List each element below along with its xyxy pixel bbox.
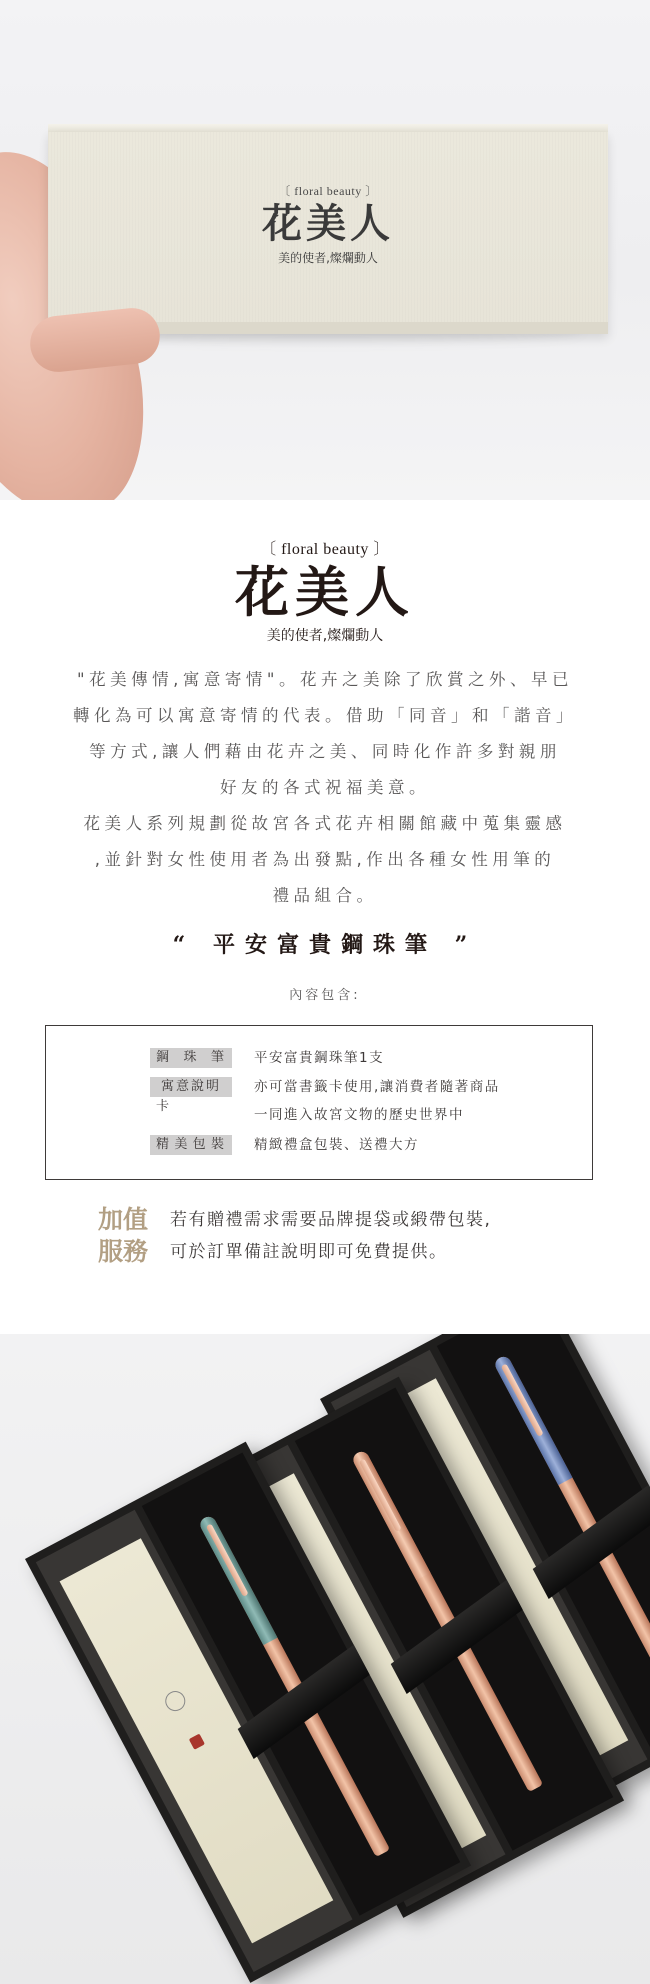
contents-label: 內容包含: [289,988,361,1003]
desc-line: 花美人系列規劃從故宮各式花卉相關館藏中蒐集靈感 [83,814,567,833]
box-logo [48,182,608,266]
contents-tag: 精美包裝 [150,1135,232,1155]
box-brand-zh: 花美人 [262,200,394,247]
desc-line: 好友的各式祝福美意。 [220,778,430,797]
contents-value [254,1073,500,1129]
desc-line: 轉化為可以寓意寄情的代表。借助「同音」和「諧音」 [73,706,577,725]
contents-row [150,1135,419,1159]
desc-line: 等方式,讓人們藉由花卉之美、同時化作許多對親朋 [89,742,561,761]
brand-logo [0,536,650,645]
service-tag [98,1204,154,1268]
service-tag-line: 服務 [98,1237,149,1266]
desc-line: "花美傳情,寓意寄情"。花卉之美除了欣賞之外、早已 [77,670,573,689]
pen-sets-photo [0,1334,650,1984]
service-text-line: 可於訂單備註說明即可免費提供。 [170,1242,448,1262]
contents-row [150,1077,500,1129]
service-text-line: 若有贈禮需求需要品牌提袋或緞帶包裝, [170,1210,492,1230]
desc-line: 禮品組合。 [272,886,378,905]
brand-slogan: 美的使者,燦爛動人 [266,628,384,644]
service-text [170,1204,491,1268]
contents-box [45,1025,593,1180]
description-paragraph-1 [46,662,604,806]
contents-value-line: 平安富貴鋼珠筆1支 [254,1050,385,1066]
description-paragraph-2 [46,806,604,914]
contents-value [254,1131,419,1159]
contents-value-line: 亦可當書籤卡使用,讓消費者隨著商品 [254,1079,500,1095]
contents-row [150,1048,384,1072]
contents-value [254,1044,384,1072]
box-brand-en: 〔 floral beauty 〕 [278,184,378,198]
service-tag-line: 加值 [98,1205,149,1234]
brand-zh: 花美人 [235,560,415,624]
box-slogan: 美的使者,燦爛動人 [278,251,378,265]
box-photo [0,0,650,500]
contents-value-line: 一同進入故宮文物的歷史世界中 [254,1107,464,1123]
contents-tag: 寓意說明卡 [150,1077,232,1097]
desc-line: ,並針對女性使用者為出發點,作出各種女性用筆的 [94,850,556,869]
contents-value-line: 精緻禮盒包裝、送禮大方 [254,1137,419,1153]
gift-box [48,132,608,334]
product-title: “ 平安富貴鋼珠筆 ” [172,932,478,958]
brand-en: 〔 floral beauty 〕 [260,541,390,558]
contents-tag: 鋼珠筆 [150,1048,232,1068]
